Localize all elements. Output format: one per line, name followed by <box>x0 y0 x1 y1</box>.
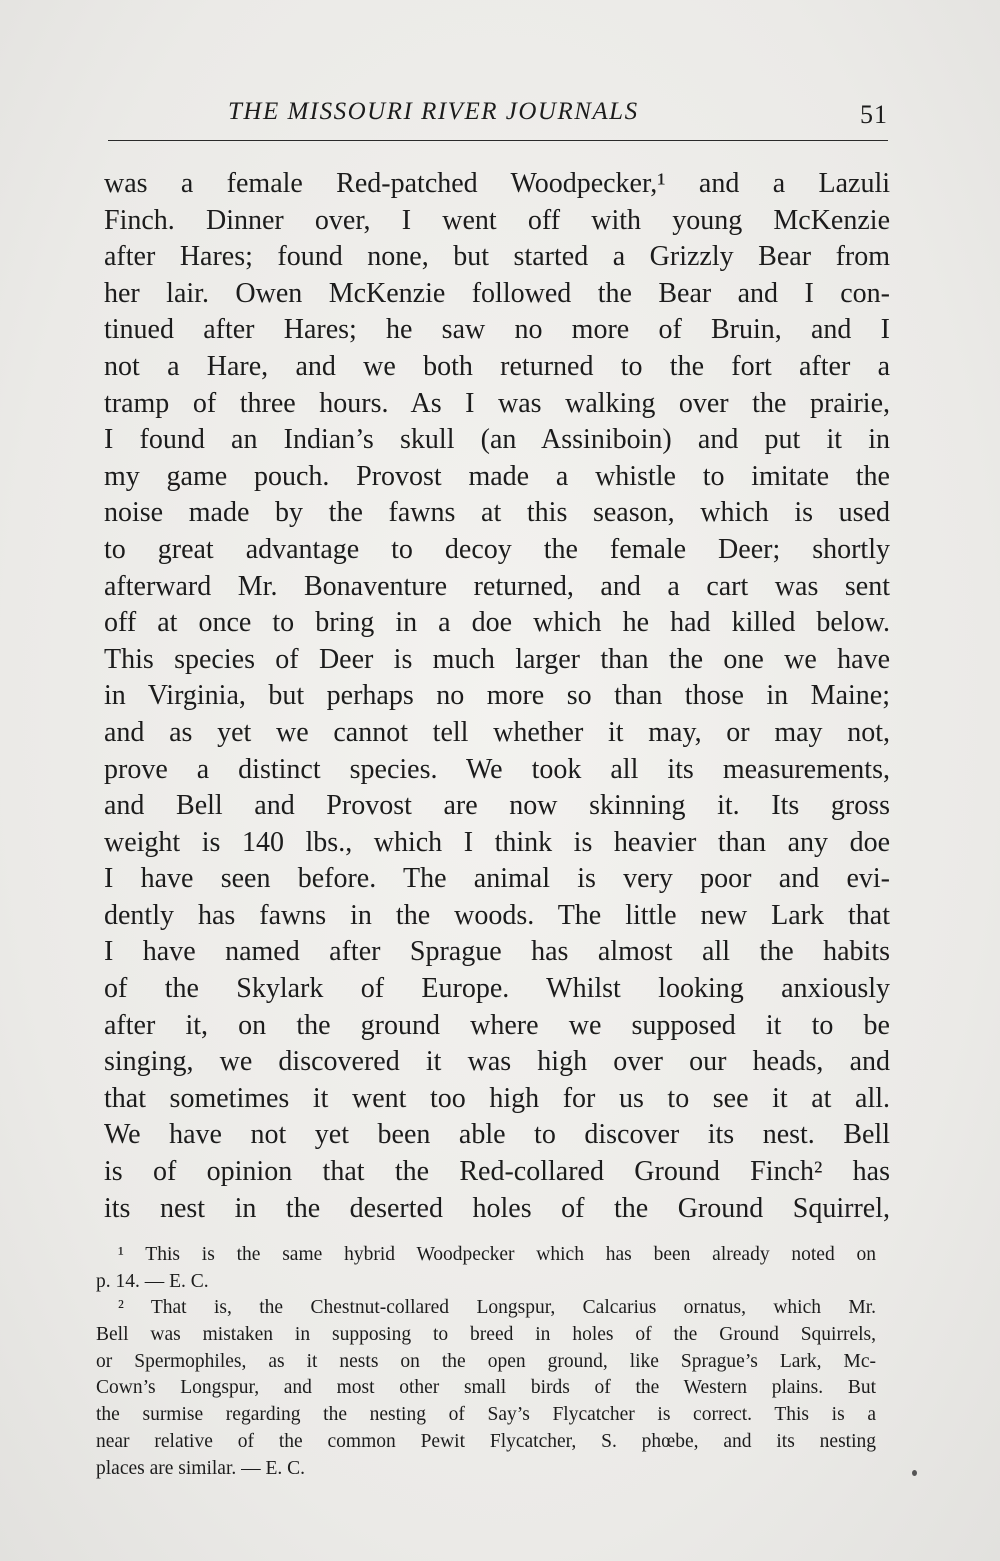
footnote-line: Cown’s Longspur, and most other small birds of the Western plains. But <box>96 1377 876 1399</box>
footnote-line: p. 14. — E. C. <box>96 1270 209 1292</box>
text-line: was a female Red-patched Woodpecker,¹ and a Lazuli <box>104 168 890 199</box>
text-line: is of opinion that the Red-collared Ground Finch² has <box>104 1156 890 1188</box>
text-line: not a Hare, and we both returned to the fort after a <box>104 350 890 382</box>
footnote-line: or Spermophiles, as it nests on the open ground, like Sprague’s Lark, Mc- <box>96 1350 876 1372</box>
footnote-line: near relative of the common Pewit Flycatcher, S. phœbe, and its nesting <box>96 1430 876 1452</box>
footnote-line: ² That is, the Chestnut-collared Longspur, Calcarius ornatus, which Mr. <box>118 1297 876 1319</box>
page-header <box>108 98 888 138</box>
text-line: and Bell and Provost are now skinning it. Its gross <box>104 790 890 822</box>
text-line: dently has fawns in the woods. The little new Lark that <box>104 899 890 931</box>
text-line: I have seen before. The animal is very poor and evi- <box>104 863 890 895</box>
text-line: that sometimes it went too high for us to see it at all. <box>104 1082 890 1114</box>
text-line: I have named after Sprague has almost all the habits <box>104 936 890 968</box>
text-line: We have not yet been able to discover its nest. Bell <box>104 1119 890 1151</box>
text-line: after it, on the ground where we supposed it to be <box>104 1009 890 1041</box>
text-line: noise made by the fawns at this season, which is used <box>104 497 890 529</box>
text-line: tinued after Hares; he saw no more of Bruin, and I <box>104 314 890 346</box>
text-line: after Hares; found none, but started a Grizzly Bear from <box>104 241 890 273</box>
text-line: off at once to bring in a doe which he had killed below. <box>104 607 890 639</box>
text-line: her lair. Owen McKenzie followed the Bear and I con- <box>104 277 890 309</box>
text-line: Finch. Dinner over, I went off with young McKenzie <box>104 204 890 236</box>
text-line: weight is 140 lbs., which I think is heavier than any doe <box>104 826 890 858</box>
footnote-line: the surmise regarding the nesting of Say’s Flycatcher is correct. This is a <box>96 1404 876 1426</box>
text-line: afterward Mr. Bonaventure returned, and a cart was sent <box>104 570 890 602</box>
running-title: THE MISSOURI RIVER JOURNALS <box>228 98 639 125</box>
text-line: and as yet we cannot tell whether it may, or may not, <box>104 716 890 748</box>
ink-speck <box>912 1470 917 1476</box>
footnote-line: places are similar. — E. C. <box>96 1457 306 1479</box>
text-line: This species of Deer is much larger than the one we have <box>104 643 890 675</box>
main-text <box>104 166 890 1227</box>
header-rule <box>108 140 888 141</box>
text-line: my game pouch. Provost made a whistle to imitate the <box>104 460 890 492</box>
text-line: in Virginia, but perhaps no more so than those in Maine; <box>104 680 890 712</box>
text-line: I found an Indian’s skull (an Assiniboin) and put it in <box>104 424 890 456</box>
page-number: 51 <box>860 100 888 129</box>
text-line: to great advantage to decoy the female Deer; shortly <box>104 533 890 565</box>
text-line: of the Skylark of Europe. Whilst looking anxiously <box>104 973 890 1005</box>
footnote-line: ¹ This is the same hybrid Woodpecker which has been already noted on <box>118 1244 876 1265</box>
text-line: tramp of three hours. As I was walking over the prairie, <box>104 387 890 419</box>
footnote-line: Bell was mistaken in supposing to breed in holes of the Ground Squirrels, <box>96 1324 876 1346</box>
text-line: singing, we discovered it was high over our heads, and <box>104 1046 890 1078</box>
text-line: prove a distinct species. We took all its measurements, <box>104 753 890 785</box>
text-line: its nest in the deserted holes of the Ground Squirrel, <box>104 1192 890 1224</box>
footnotes <box>96 1242 876 1482</box>
